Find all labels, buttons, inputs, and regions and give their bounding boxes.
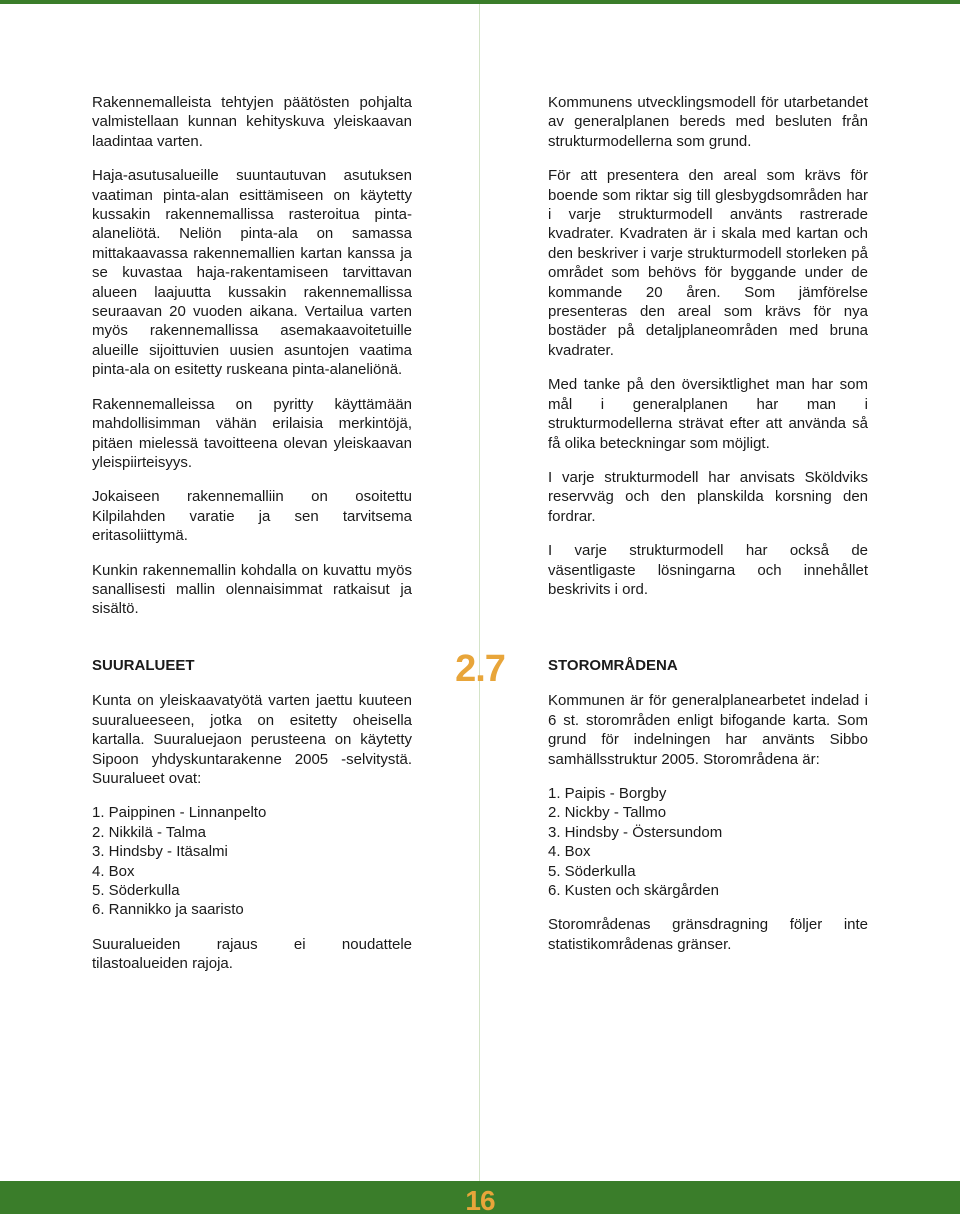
left-top-column xyxy=(92,93,412,634)
list-item: 1. Paipis - Borgby xyxy=(548,785,667,803)
paragraph: I varje strukturmodell har anvisats Sköldviks reservväg och den planskilda korsning den fordrar. xyxy=(548,468,868,525)
area-list xyxy=(548,784,868,900)
paragraph: Suuralueiden rajaus ei noudattele tilastoalueiden rajoja. xyxy=(92,935,412,973)
paragraph: Storområdenas gränsdragning följer inte statistikområdenas gränser. xyxy=(548,916,868,953)
paragraph: Kunkin rakennemallin kohdalla on kuvattu myös sanallisesti mallin olennaisimmat ratkaisut ja sisältö. xyxy=(92,561,412,618)
column-divider xyxy=(479,4,480,1184)
list-item: 4. Box xyxy=(92,862,135,880)
page-number: 16 xyxy=(465,1185,495,1216)
list-item: 1. Paippinen - Linnanpelto xyxy=(92,804,267,822)
right-top-column xyxy=(548,93,868,614)
section-heading: STOROMRÅDENA xyxy=(548,657,678,674)
paragraph: Kommunens utvecklingsmodell för utarbetandet av generalplanen bereds med besluten från strukturmodellerna som grund. xyxy=(548,94,868,150)
list-item: 5. Söderkulla xyxy=(548,862,636,880)
section-heading: SUURALUEET xyxy=(92,657,195,674)
left-bottom-column xyxy=(92,656,412,989)
paragraph: I varje strukturmodell har också de väsentligaste lösningarna och innehållet beskrivits i ord. xyxy=(548,542,868,598)
paragraph: För att presentera den areal som krävs för boende som riktar sig till glesbygdsområden har i varje strukturmodell använts rastrerade kvadrater. Kvadraten är i skala med kartan och den beskriver i varje strukturmodell storleken på området som behövs för byggande under de kommande 20 åren. Som jämförelse presenteras den areal som krävs för nya bostäder på detaljplaneområden med bruna kvadrater. xyxy=(548,167,868,359)
paragraph: Med tanke på den översiktlighet man har som mål i generalplanen har man i strukturmodellerna strävat efter att använda så få olika beteckningar som möjligt. xyxy=(548,376,868,452)
list-item: 6. Rannikko ja saaristo xyxy=(92,901,244,919)
list-item: 3. Hindsby - Itäsalmi xyxy=(92,843,228,861)
list-item: 4. Box xyxy=(548,843,591,861)
paragraph: Haja-asutusalueille suuntautuvan asutuksen vaatiman pinta-alan esittämiseen on käytetty kussakin rakennemallissa rasteroitua pinta-alaneliötä. Neliön pinta-ala on samassa mittakaavassa rakennemallien kartan kanssa ja se kuvastaa haja-rakentamiseen tarvittavan alueen laajuutta kussakin rakennemallissa seuraavan 20 vuoden aikana. Vertailua varten myös rakennemallissa asemakaavoitetuille alueille sijoittuvien uusien asuntojen vaatima pinta-ala on esitetty ruskeana pinta-alaneliönä. xyxy=(92,167,412,379)
list-item: 5. Söderkulla xyxy=(92,882,180,900)
paragraph: Jokaiseen rakennemalliin on osoitettu Kilpilahden varatie ja sen tarvitsema eritasoliittymä. xyxy=(92,488,412,545)
area-list xyxy=(92,803,412,919)
paragraph: Kommunen är för generalplanearbetet indelad i 6 st. storområden enligt bifogande karta. Som grund för indelningen har använts Sibbo samhällsstruktur 2005. Storområdena är: xyxy=(548,692,868,768)
list-item: 2. Nikkilä - Talma xyxy=(92,823,206,841)
list-item: 6. Kusten och skärgården xyxy=(548,882,719,900)
paragraph: Kunta on yleiskaavatyötä varten jaettu kuuteen suuralueeseen, jotka on esitetty oheisella kartalla. Suuraluejaon perusteena on käytetty Sipoon yhdyskuntarakenne 2005 -selvitystä. Suuralueet ovat: xyxy=(92,692,412,788)
paragraph: Rakennemalleista tehtyjen päätösten pohjalta valmistellaan kunnan kehityskuva yleiskaavan laadintaa varten. xyxy=(92,94,412,150)
paragraph: Rakennemalleissa on pyritty käyttämään mahdollisimman vähän erilaisia merkintöjä, pitäen mielessä tavoitteena olevan yleiskaavan yleispiirteisyys. xyxy=(92,395,412,471)
top-green-bar xyxy=(0,0,960,4)
right-bottom-column xyxy=(548,656,868,969)
section-number: 2.7 xyxy=(455,648,505,690)
list-item: 3. Hindsby - Östersundom xyxy=(548,823,723,841)
list-item: 2. Nickby - Tallmo xyxy=(548,804,667,822)
